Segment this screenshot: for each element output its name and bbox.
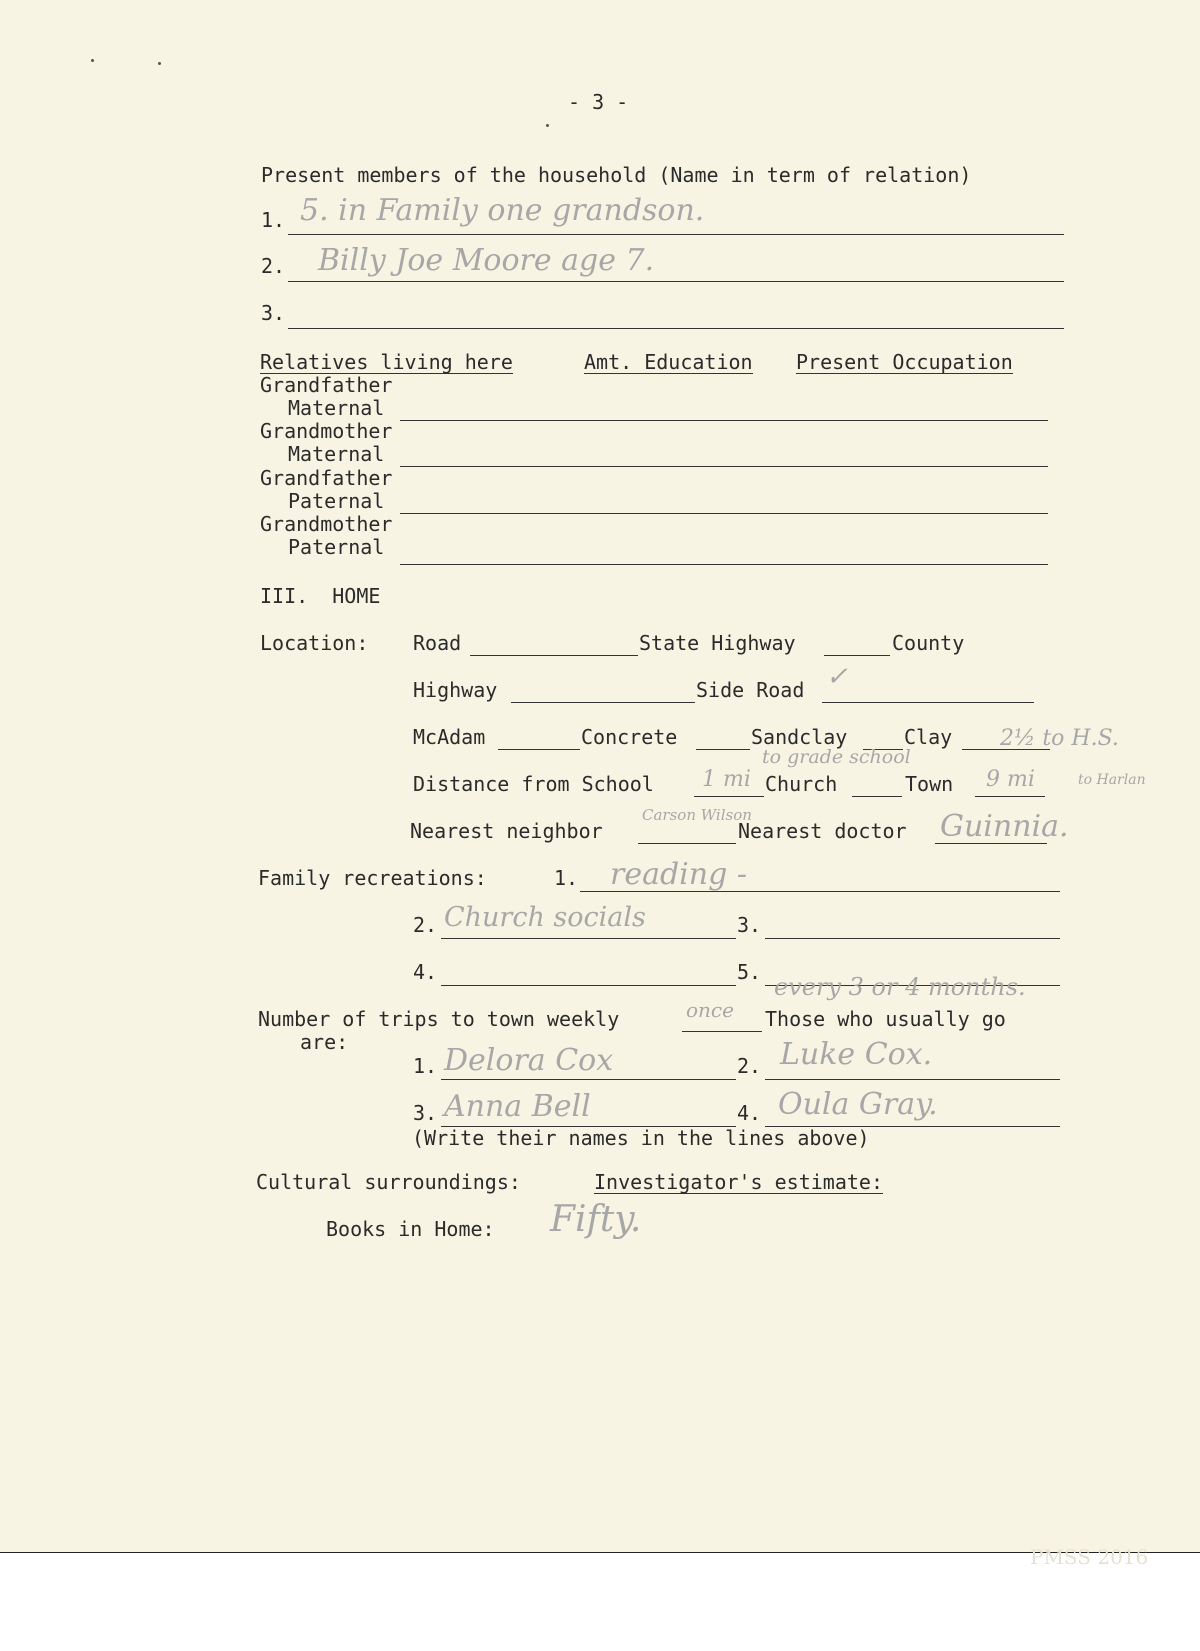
household-item-3-number: 3. [261, 301, 286, 325]
nearest-neighbor-line [638, 843, 736, 844]
recreation-3-number: 3. [737, 913, 762, 937]
relative-row-3-line [400, 513, 1048, 514]
household-item-2-entry: Billy Joe Moore age 7. [318, 243, 655, 278]
books-in-home-label: Books in Home: [326, 1217, 495, 1241]
recreation-2-entry: Church socials [444, 902, 646, 933]
county-label: County [892, 631, 965, 655]
church-label: Church [765, 772, 838, 796]
relative-row-4-label: Grandmother [260, 512, 393, 536]
recreation-4-number: 4. [413, 960, 438, 984]
relative-row-3-sublabel: Paternal [288, 489, 385, 513]
side-road-check-mark: ✓ [826, 662, 848, 692]
scan-margin [0, 1552, 1200, 1651]
town-value: 9 mi [986, 767, 1035, 792]
trip-person-3-number: 3. [413, 1101, 438, 1125]
trips-line [682, 1031, 762, 1032]
relative-row-1-line [400, 420, 1048, 421]
highway-line [511, 702, 695, 703]
trip-person-1-line [441, 1079, 736, 1080]
trip-person-1-name: Delora Cox [444, 1043, 614, 1078]
mcadam-line [498, 749, 580, 750]
relative-row-2-line [400, 466, 1048, 467]
recreation-1-entry: reading - [610, 857, 747, 892]
relative-row-2-sublabel: Maternal [288, 442, 385, 466]
nearest-neighbor-value: Carson Wilson [642, 806, 752, 824]
trip-person-4-number: 4. [737, 1101, 762, 1125]
recreation-5-number: 5. [737, 960, 762, 984]
relative-row-4-sublabel: Paternal [288, 535, 385, 559]
relatives-header-occupation: Present Occupation [796, 350, 1013, 374]
recreation-2-line [441, 938, 736, 939]
paper-speck [91, 59, 94, 62]
trip-person-2-line [765, 1079, 1060, 1080]
investigator-estimate-label: Investigator's estimate: [594, 1170, 883, 1194]
relatives-header-living: Relatives living here [260, 350, 513, 374]
trip-person-2-name: Luke Cox. [780, 1037, 933, 1072]
recreation-3-line [765, 938, 1060, 939]
paper-speck [546, 124, 549, 127]
distance-school-label: Distance from School [413, 772, 654, 796]
highway-label: Highway [413, 678, 498, 702]
town-line [975, 796, 1045, 797]
trips-label: Number of trips to town weekly [258, 1007, 620, 1031]
recreation-2-number: 2. [413, 913, 438, 937]
distance-school-note: to grade school [762, 746, 911, 768]
household-item-3-line [288, 328, 1064, 329]
trip-person-3-name: Anna Bell [444, 1089, 591, 1124]
location-label: Location: [260, 631, 369, 655]
distance-school-line [694, 796, 764, 797]
state-highway-line [824, 655, 890, 656]
trip-person-2-number: 2. [737, 1054, 762, 1078]
trips-instruction: (Write their names in the lines above) [412, 1126, 870, 1150]
household-item-1-number: 1. [261, 208, 286, 232]
trips-note: every 3 or 4 months. [774, 973, 1026, 1001]
relative-row-4-line [400, 564, 1048, 565]
nearest-doctor-label: Nearest doctor [738, 819, 907, 843]
distance-school-value: 1 mi [702, 767, 751, 792]
trips-are-label: are: [300, 1030, 349, 1054]
state-highway-label: State Highway [639, 631, 796, 655]
watermark: PMSS 2016 [1030, 1545, 1149, 1569]
recreation-1-number: 1. [554, 866, 579, 890]
mcadam-label: McAdam [413, 725, 486, 749]
recreation-4-line [441, 985, 736, 986]
distance-high-school-note: 2½ to H.S. [1000, 726, 1119, 751]
relative-row-2-label: Grandmother [260, 419, 393, 443]
nearest-doctor-value: Guinnia. [940, 809, 1069, 844]
cultural-surroundings-label: Cultural surroundings: [256, 1170, 521, 1194]
road-line [470, 655, 638, 656]
relatives-header-education: Amt. Education [584, 350, 753, 374]
relative-row-1-sublabel: Maternal [288, 396, 385, 420]
page-number: - 3 - [568, 90, 629, 114]
household-item-1-line [288, 234, 1064, 235]
paper-speck [158, 62, 161, 65]
side-road-label: Side Road [696, 678, 805, 702]
household-item-2-number: 2. [261, 254, 286, 278]
trip-person-4-name: Oula Gray. [778, 1087, 938, 1122]
those-who-go-label: Those who usually go [765, 1007, 1006, 1031]
church-line [852, 796, 902, 797]
trip-person-1-number: 1. [413, 1054, 438, 1078]
side-road-line [822, 702, 1034, 703]
road-label: Road [413, 631, 462, 655]
relative-row-3-label: Grandfather [260, 466, 393, 490]
household-item-2-line [288, 281, 1064, 282]
relative-row-1-label: Grandfather [260, 373, 393, 397]
concrete-line [696, 749, 750, 750]
clay-label: Clay [904, 725, 953, 749]
nearest-neighbor-label: Nearest neighbor [410, 819, 603, 843]
town-label: Town [905, 772, 954, 796]
household-title: Present members of the household (Name in term of relation) [261, 163, 972, 187]
sandclay-label: Sandclay [751, 725, 848, 749]
books-in-home-value: Fifty. [550, 1199, 642, 1240]
town-note: to Harlan [1078, 772, 1146, 788]
household-item-1-entry: 5. in Family one grandson. [300, 193, 705, 228]
section-home-title: III. HOME [260, 584, 381, 608]
concrete-label: Concrete [581, 725, 678, 749]
trips-value: once [686, 998, 734, 1022]
family-recreations-label: Family recreations: [258, 866, 487, 890]
